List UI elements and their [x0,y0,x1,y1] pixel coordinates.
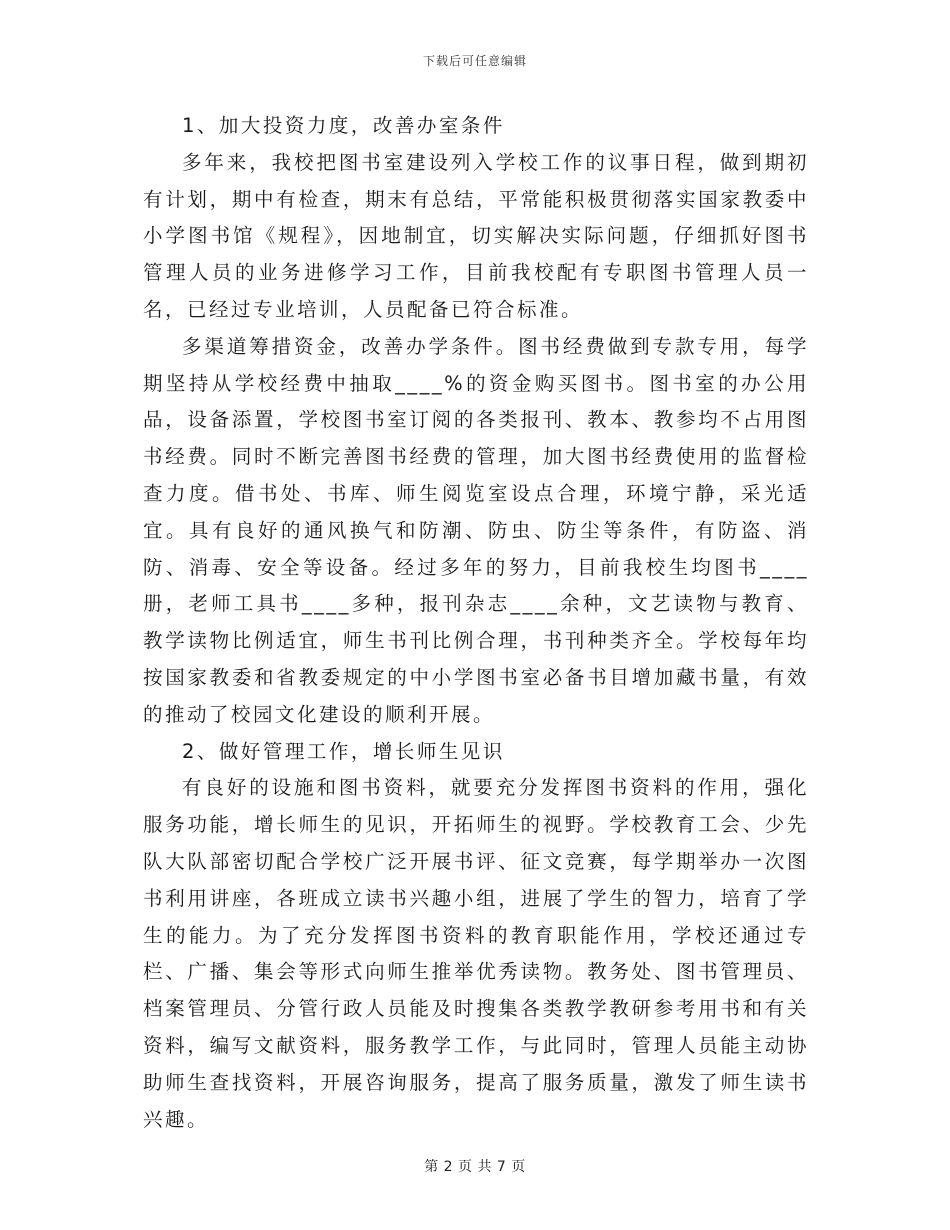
section-1-paragraph-2: 多渠道筹措资金，改善办学条件。图书经费做到专款专用，每学期坚持从学校经费中抽取____%的资金购买图书。图书室的办公用品，设备添置，学校图书室订阅的各类报刊、教本、教参均不占用图书经费。同时不断完善图书经费的管理，加大图书经费使用的监督检查力度。借书处、书库、师生阅览室设点合理，环境宁静，采光适宜。具有良好的通风换气和防潮、防虫、防尘等条件，有防盗、消防、消毒、安全等设备。经过多年的努力，目前我校生均图书____册，老师工具书____多种，报刊杂志____余种，文艺读物与教育、教学读物比例适宜，师生书刊比例合理，书刊种类齐全。学校每年均按国家教委和省教委规定的中小学图书室必备书目增加藏书量，有效的推动了校园文化建设的顺利开展。 [143,334,809,726]
document-body [143,108,809,1138]
page-header-note: 下载后可任意编辑 [422,54,527,68]
section-1-heading: 1、加大投资力度，改善办室条件 [182,114,505,137]
section-2-heading: 2、做好管理工作，增长师生见识 [182,739,505,763]
section-2-paragraph-1: 有良好的设施和图书资料，就要充分发挥图书资料的作用，强化服务功能，增长师生的见识，开拓师生的视野。学校教育工会、少先队大队部密切配合学校广泛开展书评、征文竞赛，每学期举办一次图书利用讲座，各班成立读书兴趣小组，进展了学生的智力，培育了学生的能力。为了充分发挥图书资料的教育职能作用，学校还通过专栏、广播、集会等形式向师生推举优秀读物。教务处、图书管理员、档案管理员、分管行政人员能及时搜集各类教学教研参考用书和有关资料，编写文献资料，服务教学工作，与此同时，管理人员能主动协助师生查找资料，开展咨询服务，提高了服务质量，激发了师生读书兴趣。 [143,776,809,1131]
section-1-paragraph-1: 多年来，我校把图书室建设列入学校工作的议事日程，做到期初有计划，期中有检查，期末有总结，平常能积极贯彻落实国家教委中小学图书馆《规程》，因地制宜，切实解决实际问题，仔细抓好图书管理人员的业务进修学习工作，目前我校配有专职图书管理人员一名，已经过专业培训，人员配备已符合标准。 [143,150,809,321]
page-number: 第 2 页 共 7 页 [424,1159,526,1175]
